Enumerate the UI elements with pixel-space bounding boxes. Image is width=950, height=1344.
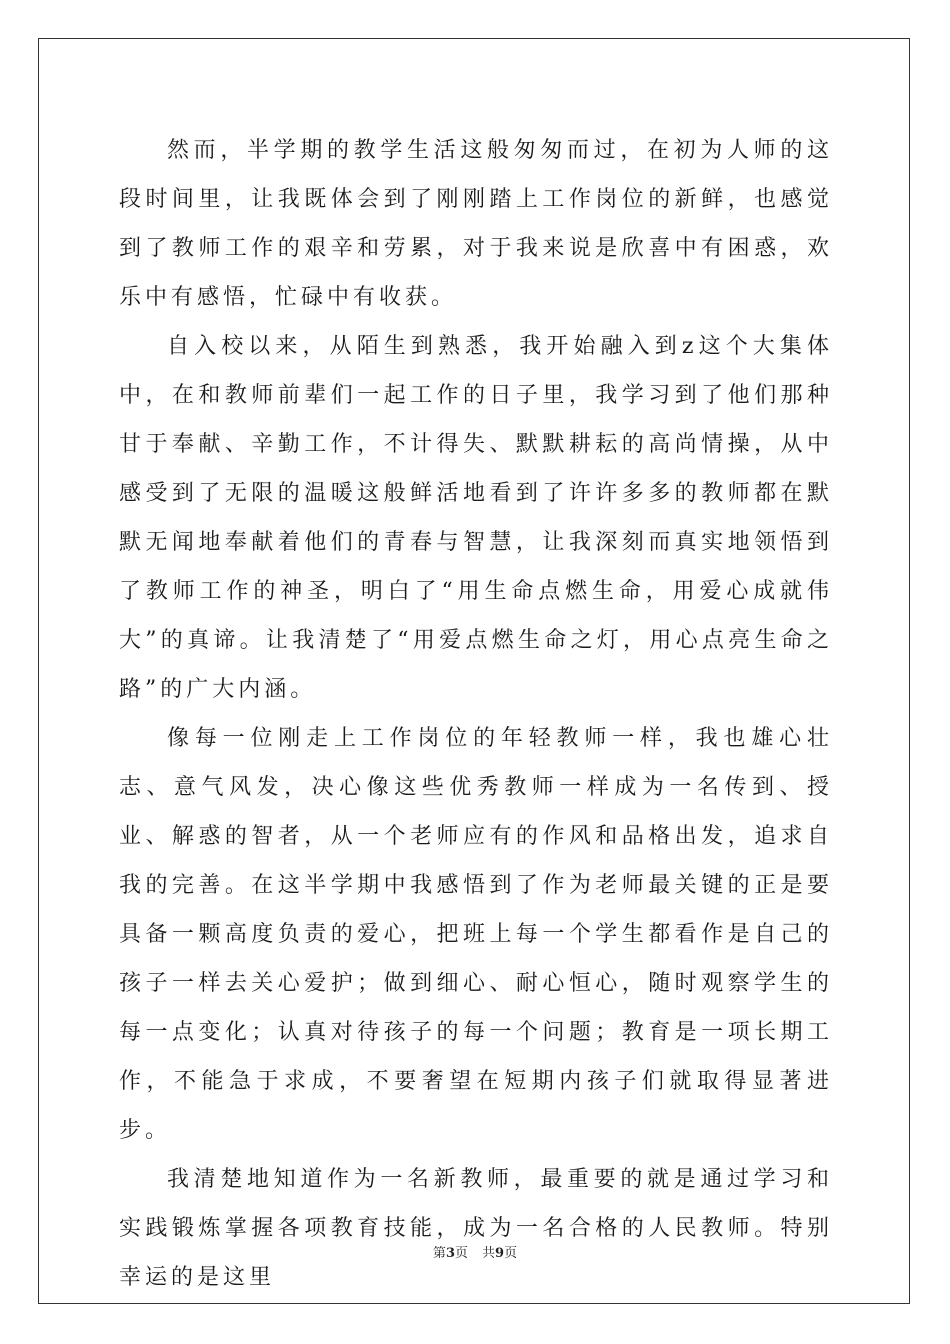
document-body <box>119 126 833 1302</box>
paragraph: 像每一位刚走上工作岗位的年轻教师一样，我也雄心壮志、意气风发，决心像这些优秀教师一样成为一名传到、授业、解惑的智者，从一个老师应有的作风和品格出发，追求自我的完善。在这半学期中我感悟到了作为老师最关键的正是要具备一颗高度负责的爱心，把班上每一个学生都看作是自己的孩子一样去关心爱护；做到细心、耐心恒心，随时观察学生的每一点变化；认真对待孩子的每一个问题；教育是一项长期工作，不能急于求成，不要奢望在短期内孩子们就取得显著进步。 <box>119 726 833 1143</box>
page-footer <box>0 1246 950 1262</box>
page-number: 3 <box>445 1246 455 1261</box>
page-suffix: 页 <box>454 1246 468 1261</box>
total-suffix: 页 <box>504 1246 518 1261</box>
paragraph: 然而，半学期的教学生活这般匆匆而过，在初为人师的这段时间里，让我既体会到了刚刚踏上工作岗位的新鲜，也感觉到了教师工作的艰辛和劳累，对于我来说是欣喜中有困惑，欢乐中有感悟，忙碌中有收获。 <box>119 138 833 310</box>
total-pages: 9 <box>495 1246 505 1261</box>
paragraph: 我清楚地知道作为一名新教师，最重要的就是通过学习和实践锻炼掌握各项教育技能，成为一名合格的人民教师。特别幸运的是这里 <box>119 1167 833 1290</box>
total-prefix: 共 <box>482 1246 496 1261</box>
page-prefix: 第 <box>432 1246 446 1261</box>
paragraph: 自入校以来，从陌生到熟悉，我开始融入到z这个大集体中，在和教师前辈们一起工作的日子里，我学习到了他们那种甘于奉献、辛勤工作，不计得失、默默耕耘的高尚情操，从中感受到了无限的温暖这般鲜活地看到了许许多多的教师都在默默无闻地奉献着他们的青春与智慧，让我深刻而真实地领悟到了教师工作的神圣，明白了“用生命点燃生命，用爱心成就伟大”的真谛。让我清楚了“用爱点燃生命之灯，用心点亮生命之路”的广大内涵。 <box>119 334 833 702</box>
